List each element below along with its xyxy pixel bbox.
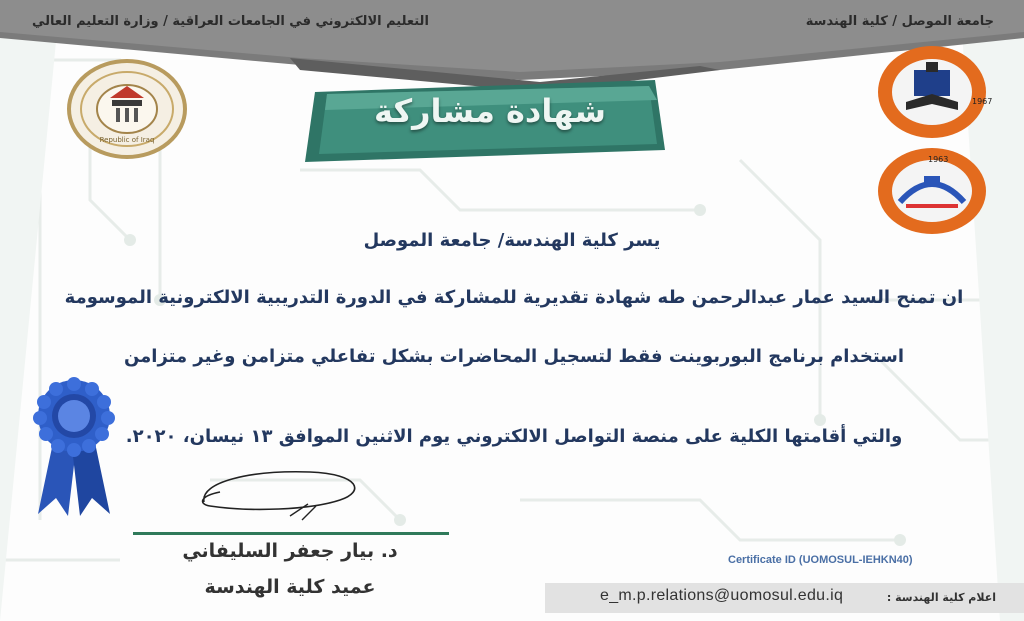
signature-image <box>190 462 370 522</box>
ministry-seal-logo <box>66 58 188 160</box>
body-line-4: والتي أقامتها الكلية على منصة التواصل الالكتروني يوم الاثنين الموافق ١٣ نيسان، ٢٠٢٠. <box>125 426 903 447</box>
body-line-2: ان تمنح السيد عمار عبدالرحمن طه شهادة تقديرية للمشاركة في الدورة التدريبية الالكترونية الموسومة <box>64 287 964 308</box>
footer-email-link[interactable]: e_m.p.relations@uomosul.edu.iq <box>600 587 844 604</box>
body-line-1: يسر كلية الهندسة/ جامعة الموصل <box>363 230 661 251</box>
footer-label: اعلام كلية الهندسة : <box>886 591 996 604</box>
certificate-title: شهادة مشاركة <box>374 92 606 130</box>
signature-divider <box>133 532 449 535</box>
header-right-text: جامعة الموصل / كلية الهندسة <box>805 14 994 29</box>
university-year: 1967 <box>972 97 993 106</box>
certificate-id: Certificate ID (UOMOSUL-IEHKN40) <box>728 554 913 566</box>
body-line-3: استخدام برنامج البوربوينت فقط لتسجيل المحاضرات بشكل تفاعلي متزامن وغير متزامن <box>123 346 905 367</box>
university-logo <box>876 44 993 140</box>
header-left-text: التعليم الالكتروني في الجامعات العراقية / وزارة التعليم العالي <box>32 14 429 29</box>
college-year: 1963 <box>928 155 949 164</box>
signatory-name: د. بيار جعفر السليفاني <box>182 540 398 562</box>
award-ribbon-icon <box>34 378 114 520</box>
signatory-position: عميد كلية الهندسة <box>204 576 376 598</box>
ministry-logo-text: Republic of Iraq <box>99 136 155 144</box>
college-logo <box>876 146 988 236</box>
